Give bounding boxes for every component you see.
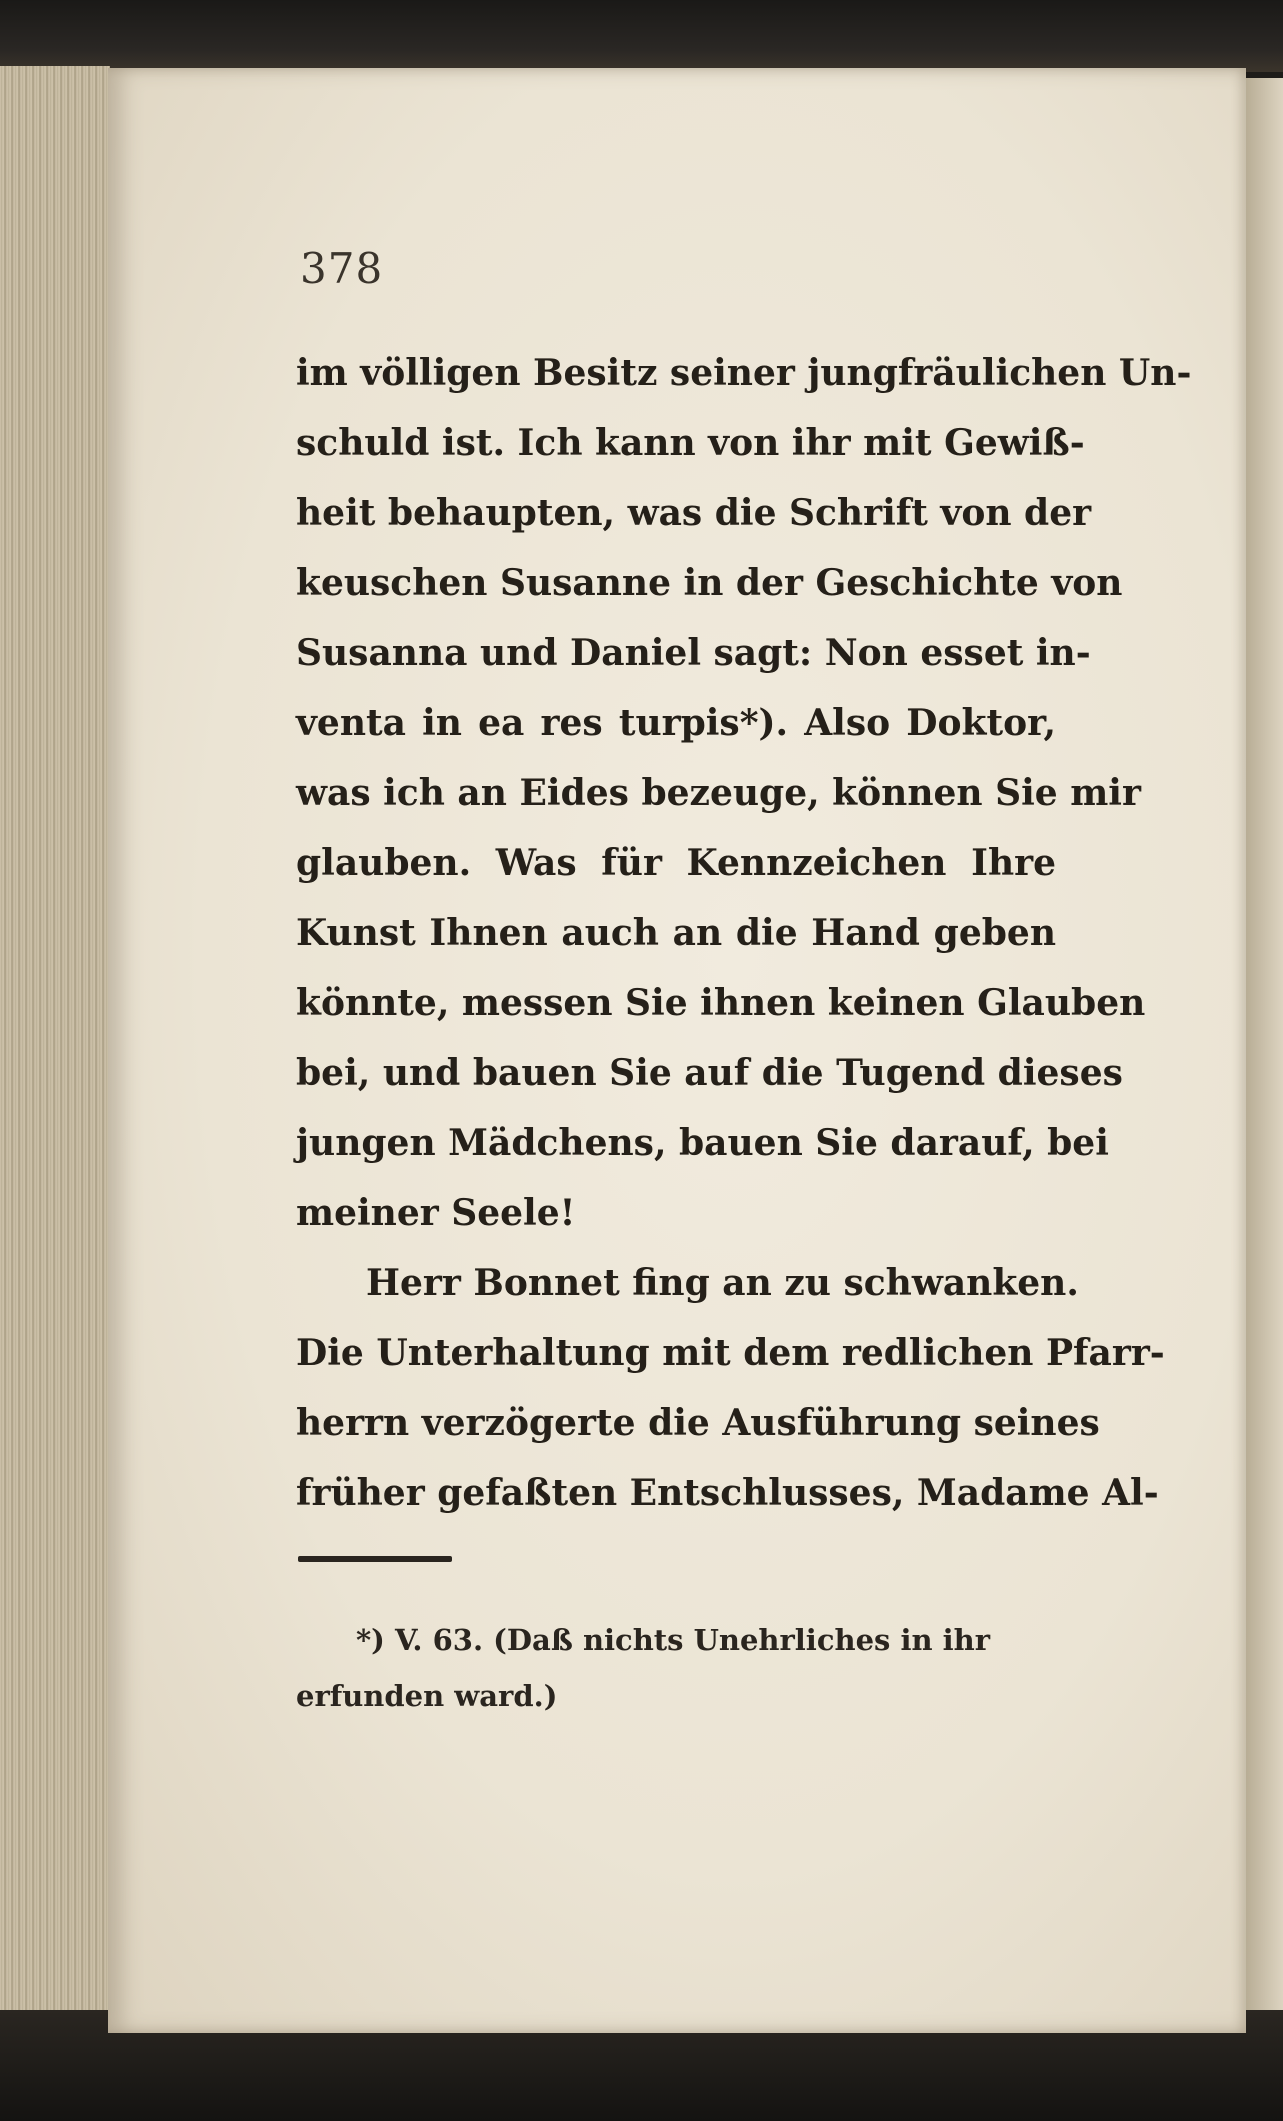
- footnote-line: *) V. 63. (Daß nichts Unehrliches in ihr: [356, 1623, 991, 1657]
- text-line: schuld ist. Ich kann von ihr mit Gewiß-: [296, 422, 1085, 464]
- text-line: jungen Mädchens, bauen Sie darauf, bei: [296, 1122, 1109, 1164]
- text-line: keuschen Susanne in der Geschichte von: [296, 562, 1123, 604]
- text-line: heit behaupten, was die Schrift von der: [296, 492, 1092, 534]
- text-line: könnte, messen Sie ihnen keinen Glauben: [296, 982, 1146, 1024]
- text-line: Herr Bonnet fing an zu schwanken.: [366, 1262, 1079, 1304]
- book-cover-top: [0, 0, 1283, 72]
- text-line: meiner Seele!: [296, 1192, 576, 1234]
- text-line: venta in ea res turpis*). Also Doktor,: [296, 702, 1056, 744]
- text-line: was ich an Eides bezeuge, können Sie mir: [296, 772, 1141, 814]
- text-line: früher gefaßten Entschlusses, Madame Al-: [296, 1472, 1159, 1514]
- facing-page-edge: [1246, 78, 1283, 2033]
- footnote: [296, 1612, 1056, 1724]
- text-line: im völligen Besitz seiner jungfräulichen Un-: [296, 352, 1192, 394]
- text-line: Susanna und Daniel sagt: Non esset in-: [296, 632, 1091, 674]
- text-line: glauben. Was für Kennzeichen Ihre: [296, 842, 1056, 884]
- page-edges: [0, 66, 110, 2031]
- page-number: 378: [300, 244, 384, 293]
- text-line: bei, und bauen Sie auf die Tugend dieses: [296, 1052, 1123, 1094]
- page-body-text: [296, 338, 1192, 1528]
- footnote-separator: [298, 1556, 452, 1562]
- text-line: Kunst Ihnen auch an die Hand geben: [296, 912, 1056, 954]
- text-line: Die Unterhaltung mit dem redlichen Pfarr-: [296, 1332, 1165, 1374]
- footnote-line: erfunden ward.): [296, 1679, 558, 1713]
- text-line: herrn verzögerte die Ausführung seines: [296, 1402, 1100, 1444]
